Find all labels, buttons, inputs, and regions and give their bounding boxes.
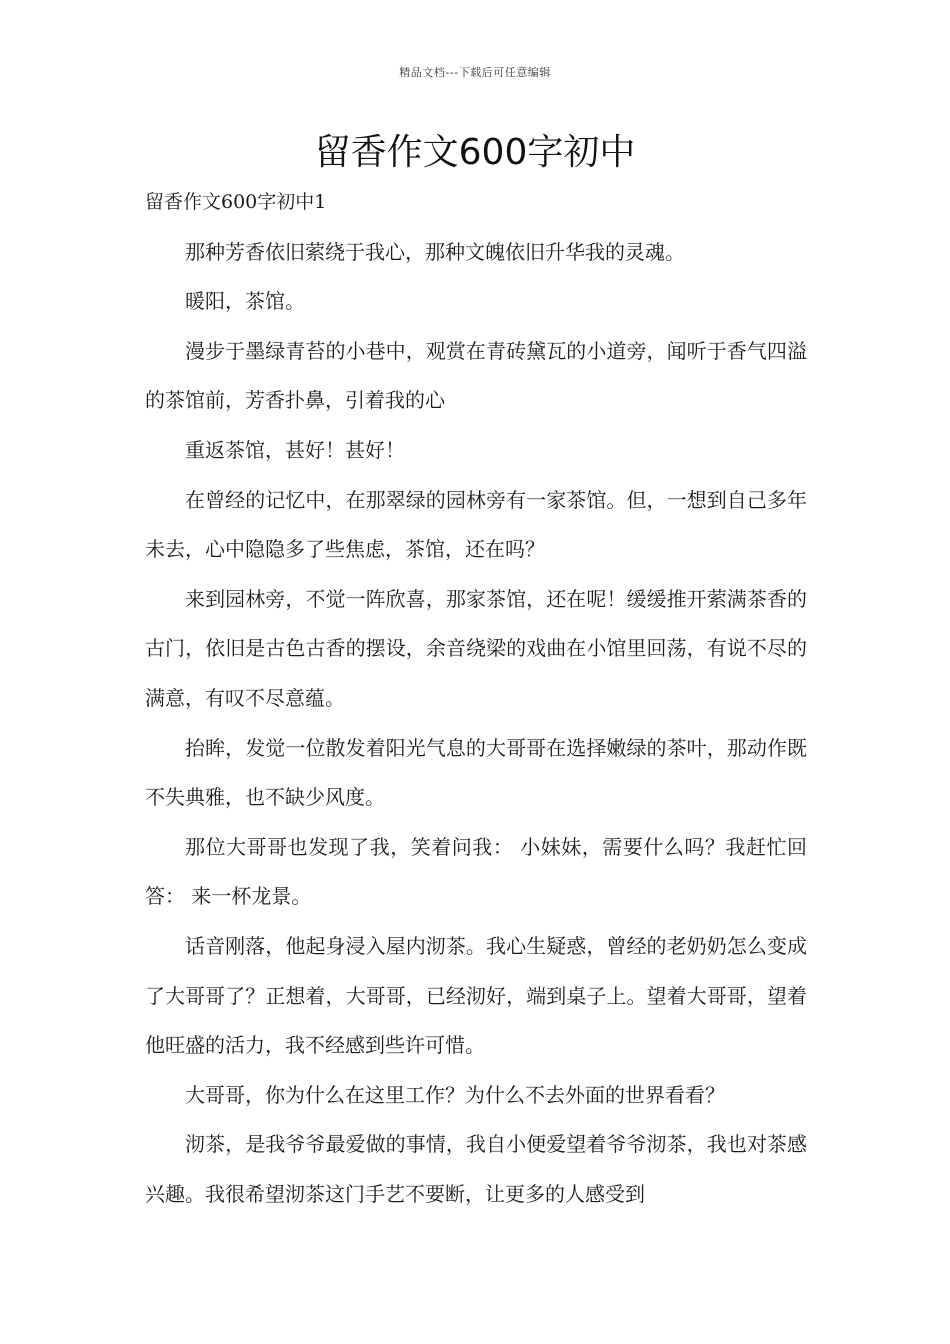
paragraph: 抬眸，发觉一位散发着阳光气息的大哥哥在选择嫩绿的茶叶，那动作既不失典雅，也不缺少风度。 <box>145 735 807 810</box>
paragraph: 大哥哥，你为什么在这里工作？为什么不去外面的世界看看？ <box>185 1082 725 1107</box>
paragraph: 暖阳，茶馆。 <box>185 289 305 314</box>
paragraph: 那种芳香依旧萦绕于我心，那种文魄依旧升华我的灵魂。 <box>185 239 685 264</box>
paragraph: 沏茶，是我爷爷最爱做的事情，我自小便爱望着爷爷沏茶，我也对茶感兴趣。我很希望沏茶这门手艺不要断，让更多的人感受到 <box>145 1132 807 1206</box>
paragraph: 重返茶馆，甚好！甚好！ <box>185 437 405 462</box>
paragraph: 漫步于墨绿青苔的小巷中，观赏在青砖黛瓦的小道旁，闻听于香气四溢的茶馆前，芳香扑鼻，引着我的心 <box>145 338 807 413</box>
essay-subheading: 留香作文600字初中1 <box>145 191 327 213</box>
paragraph: 那位大哥哥也发现了我，笑着问我： 小妹妹，需要什么吗？我赶忙回答： 来一杯龙景。 <box>145 834 807 909</box>
paragraph: 在曾经的记忆中，在那翠绿的园林旁有一家茶馆。但，一想到自己多年未去，心中隐隐多了些焦虑，茶馆，还在吗？ <box>145 487 807 562</box>
document-body <box>145 178 807 1219</box>
document-title: 留香作文600字初中 <box>314 132 636 173</box>
header-note: 精品文档---下载后可任意编辑 <box>399 66 551 79</box>
paragraph: 来到园林旁，不觉一阵欣喜，那家茶馆，还在呢！缓缓推开萦满茶香的古门，依旧是古色古香的摆设，余音绕梁的戏曲在小馆里回荡，有说不尽的满意，有叹不尽意蕴。 <box>145 586 807 710</box>
paragraph: 话音刚落，他起身浸入屋内沏茶。我心生疑惑，曾经的老奶奶怎么变成了大哥哥了？正想着，大哥哥，已经沏好，端到桌子上。望着大哥哥，望着他旺盛的活力，我不经感到些许可惜。 <box>145 933 807 1058</box>
